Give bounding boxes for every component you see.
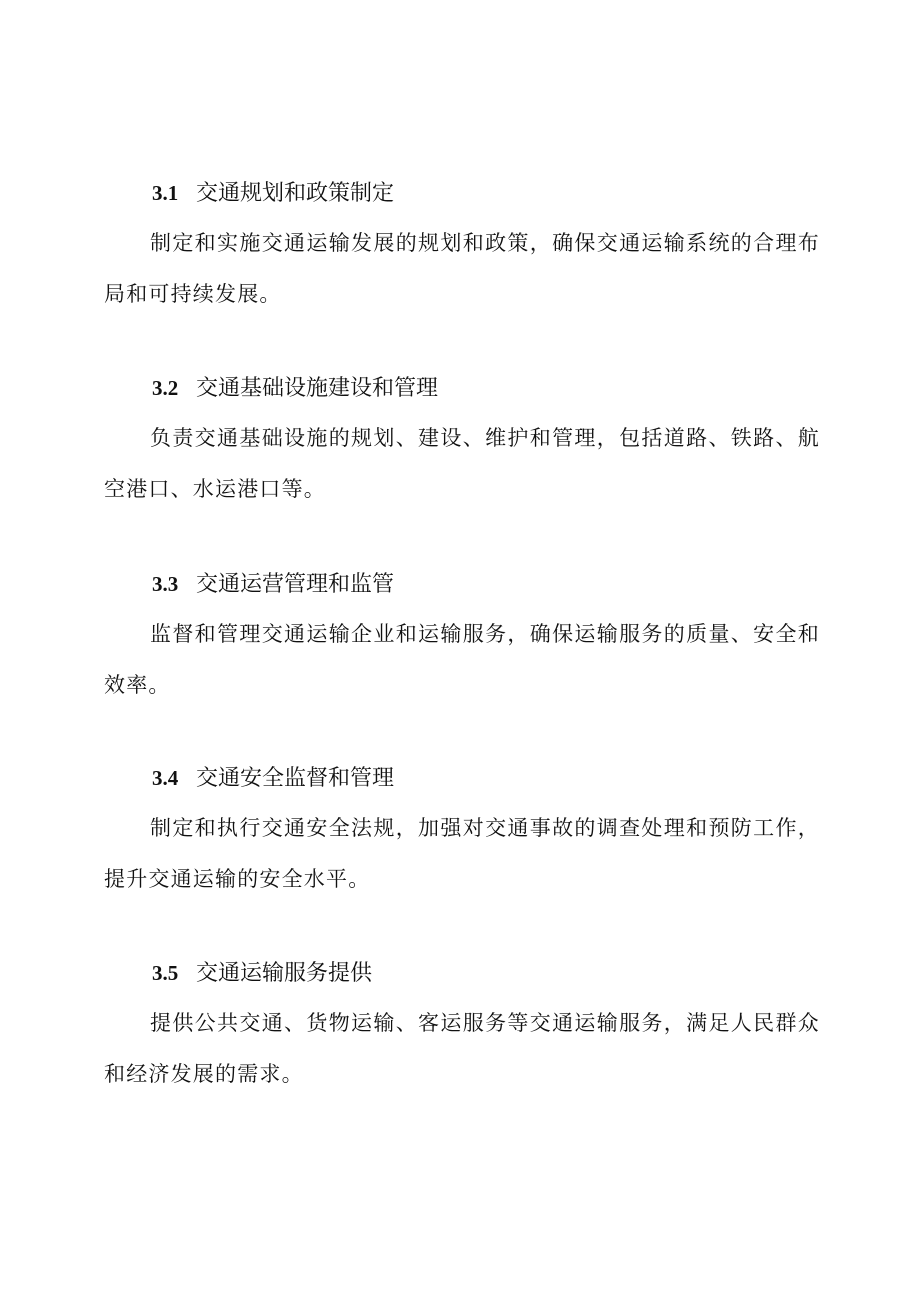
section-3-1 — [104, 176, 820, 320]
section-paragraph: 提供公共交通、货物运输、客运服务等交通运输服务，满足人民群众和经济发展的需求。 — [104, 1011, 820, 1086]
section-3-2 — [104, 371, 820, 515]
section-number: 3.3 — [152, 572, 179, 596]
section-paragraph: 监督和管理交通运输企业和运输服务，确保运输服务的质量、安全和效率。 — [104, 622, 820, 697]
section-number: 3.4 — [152, 766, 179, 790]
section-paragraph: 制定和实施交通运输发展的规划和政策，确保交通运输系统的合理布局和可持续发展。 — [104, 231, 820, 306]
section-heading — [152, 956, 820, 990]
section-heading — [152, 567, 820, 601]
section-heading — [152, 176, 820, 210]
section-number: 3.5 — [152, 961, 179, 985]
section-title: 交通安全监督和管理 — [196, 766, 395, 791]
section-number: 3.1 — [152, 181, 179, 205]
section-3-4 — [104, 761, 820, 905]
section-paragraph: 制定和执行交通安全法规，加强对交通事故的调查处理和预防工作，提升交通运输的安全水平。 — [104, 816, 820, 891]
section-title: 交通规划和政策制定 — [196, 181, 395, 206]
section-title: 交通运输服务提供 — [196, 961, 373, 986]
section-number: 3.2 — [152, 376, 179, 400]
section-heading — [152, 761, 820, 795]
section-heading — [152, 371, 820, 405]
section-3-5 — [104, 956, 820, 1100]
section-title: 交通基础设施建设和管理 — [196, 376, 439, 401]
section-3-3 — [104, 567, 820, 711]
section-paragraph: 负责交通基础设施的规划、建设、维护和管理，包括道路、铁路、航空港口、水运港口等。 — [104, 426, 820, 501]
section-title: 交通运营管理和监管 — [196, 572, 395, 597]
